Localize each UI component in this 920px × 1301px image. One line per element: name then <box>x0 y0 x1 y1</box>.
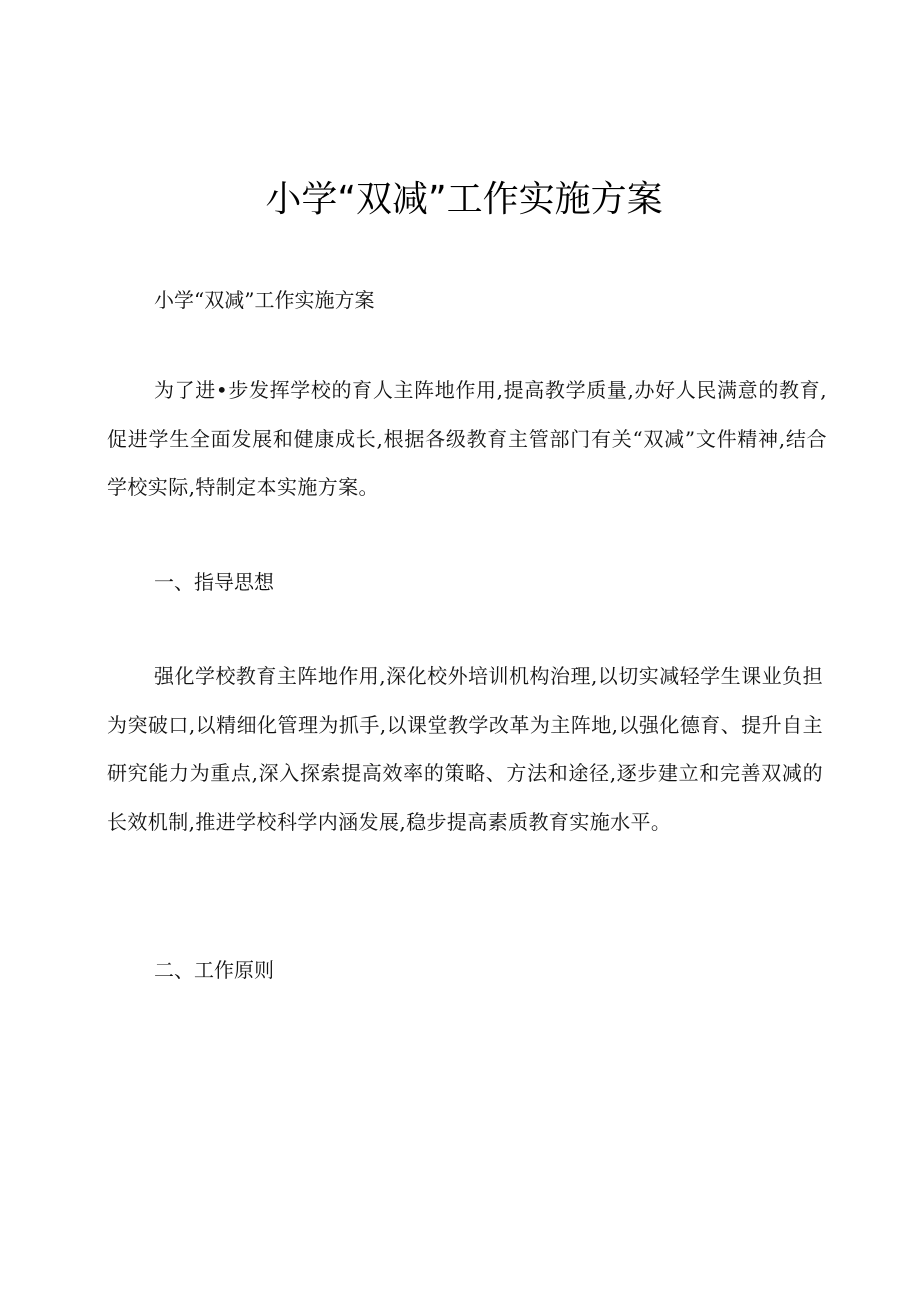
guiding-ideology-paragraph: 强化学校教育主阵地作用,深化校外培训机构治理,以切实减轻学生课业负担为突破口,以精细化管理为抓手,以课堂教学改革为主阵地,以强化德育、提升自主研究能力为重点,深入探索提高效率的策略、方法和途径,逐步建立和完善双减的长效机制,推进学校科学内涵发展,稳步提高素质教育实施水平。 <box>107 664 823 834</box>
section-heading-work-principles: 二、工作原则 <box>154 958 274 982</box>
document-title: 小学“双减”工作实施方案 <box>265 179 663 220</box>
section-heading-guiding-ideology: 一、指导思想 <box>154 570 274 594</box>
intro-paragraph: 为了进•步发挥学校的育人主阵地作用,提高教学质量,办好人民满意的教育,促进学生全面发展和健康成长,根据各级教育主管部门有关“双减”文件精神,结合学校实际,特制定本实施方案。 <box>107 378 827 499</box>
document-subtitle: 小学“双减”工作实施方案 <box>154 288 375 312</box>
